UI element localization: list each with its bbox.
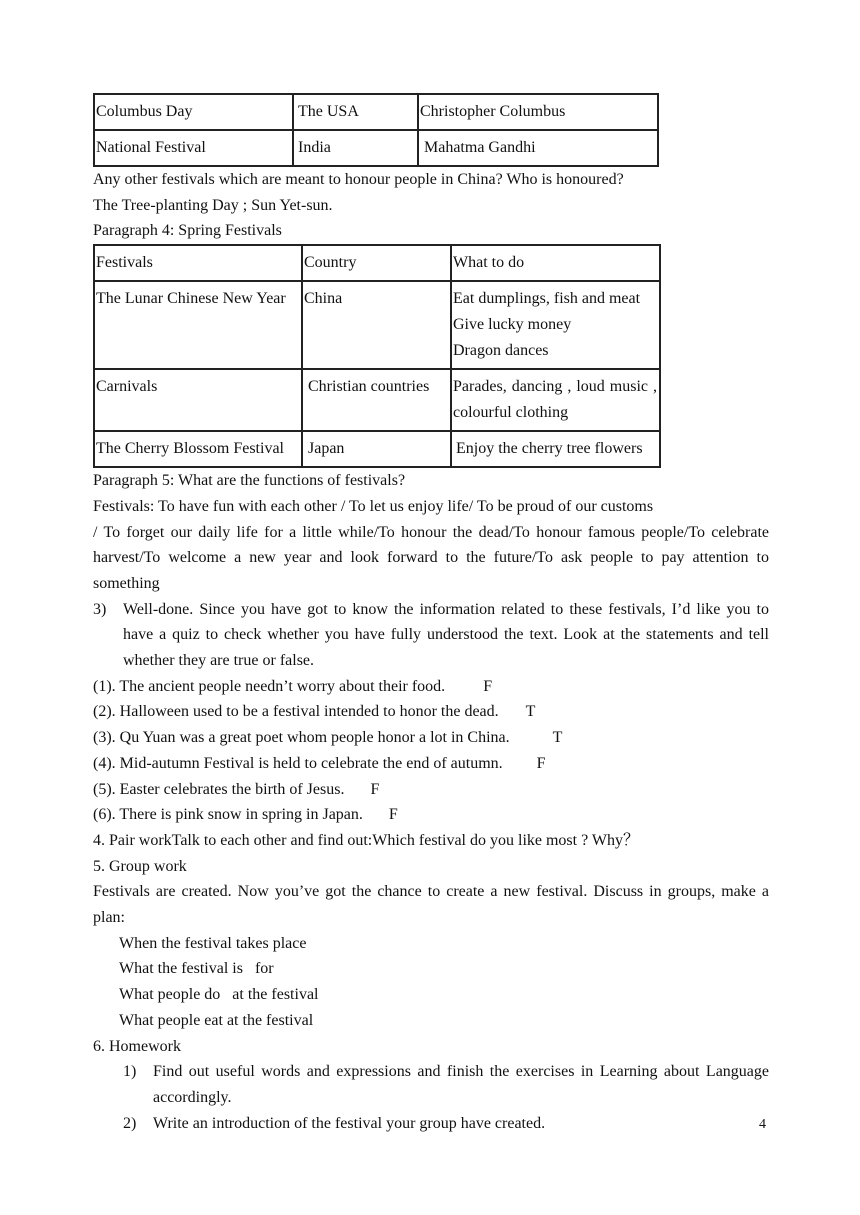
spring-festivals-table <box>93 244 661 468</box>
question-other-festivals: Any other festivals which are meant to honour people in China? Who is honoured? <box>93 171 624 188</box>
quiz-item <box>93 699 769 725</box>
functions-line-1: Festivals: To have fun with each other / To let us enjoy life/ To be proud of our customs <box>93 497 654 515</box>
quiz-item <box>93 802 769 828</box>
table-cell: Christopher Columbus <box>418 94 658 130</box>
plan-list <box>93 931 769 1034</box>
table-cell: Columbus Day <box>94 94 293 130</box>
quiz-answer: F <box>388 806 398 824</box>
table-cell: The Cherry Blossom Festival <box>94 431 302 467</box>
table-cell: Christian countries <box>302 369 451 431</box>
quiz-item <box>93 674 769 700</box>
step-3-text: Well-done. Since you have got to know the information related to these festivals, I’d like you to have a quiz to check whether you have fully understood the text. Look at the statements and tell whether they are true or false. <box>123 600 769 670</box>
plan-item: What the festival is for <box>119 960 274 978</box>
paragraph-4-heading: Paragraph 4: Spring Festivals <box>93 222 282 240</box>
table-cell: China <box>302 281 451 369</box>
table-row <box>94 94 658 130</box>
quiz-question: (3). Qu Yuan was a great poet whom people honor a lot in China. <box>93 729 510 747</box>
table-cell: National Festival <box>94 130 293 166</box>
quiz-question: (2). Halloween used to be a festival intended to honor the dead. <box>93 703 499 721</box>
quiz-item <box>93 777 769 803</box>
table-header-cell: Country <box>302 245 451 281</box>
table-cell: India <box>293 130 418 166</box>
table-cell: Carnivals <box>94 369 302 431</box>
todo-line: Give lucky money <box>453 316 572 334</box>
quiz-question: (4). Mid-autumn Festival is held to celebrate the end of autumn. <box>93 754 503 772</box>
document-body <box>93 93 769 1136</box>
plan-item: When the festival takes place <box>119 934 307 952</box>
pair-work: 4. Pair workTalk to each other and find out:Which festival do you like most ? Why？ <box>93 831 640 849</box>
todo-line: Eat dumplings, fish and meat <box>453 290 641 308</box>
table-header-cell: Festivals <box>94 245 302 281</box>
plan-item: What people eat at the festival <box>119 1011 314 1029</box>
table-cell <box>451 281 660 369</box>
quiz-question: (1). The ancient people needn’t worry about their food. <box>93 677 446 695</box>
honour-festivals-table <box>93 93 659 167</box>
table-cell: Japan <box>302 431 451 467</box>
homework-item <box>93 1111 769 1137</box>
table-cell: Mahatma Gandhi <box>418 130 658 166</box>
quiz-answer: T <box>552 729 563 747</box>
page-number: 4 <box>759 1117 766 1132</box>
quiz-question: (5). Easter celebrates the birth of Jesus. <box>93 780 345 798</box>
quiz-answer: T <box>525 703 536 721</box>
quiz-list <box>93 674 769 828</box>
table-row <box>94 369 660 431</box>
homework-heading: 6. Homework <box>93 1037 181 1055</box>
table-row <box>94 431 660 467</box>
todo-line: Dragon dances <box>453 342 549 360</box>
homework-text: Write an introduction of the festival your group have created. <box>153 1114 546 1132</box>
quiz-answer: F <box>483 677 493 695</box>
quiz-item <box>93 725 769 751</box>
plan-item: What people do at the festival <box>119 986 319 1004</box>
table-cell: The USA <box>293 94 418 130</box>
quiz-answer: F <box>536 754 546 772</box>
step-3 <box>93 597 769 674</box>
quiz-answer: F <box>370 780 380 798</box>
homework-text: Find out useful words and expressions and finish the exercises in Learning about Language accordingly. <box>153 1063 769 1106</box>
paragraph-5-heading: Paragraph 5: What are the functions of festivals? <box>93 472 406 490</box>
functions-line-2: / To forget our daily life for a little while/To honour the dead/To honour famous people/To celebrate harvest/To welcome a new year and look forward to the future/To ask people to pay attention to something <box>93 523 769 592</box>
step-3-number: 3) <box>93 600 107 618</box>
table-row <box>94 281 660 369</box>
group-work-text: Festivals are created. Now you’ve got the chance to create a new festival. Discuss in groups, make a plan: <box>93 883 769 927</box>
table-header-row <box>94 245 660 281</box>
table-row <box>94 130 658 166</box>
group-work-heading: 5. Group work <box>93 857 187 875</box>
answer-other-festivals: The Tree-planting Day ; Sun Yet-sun. <box>93 196 333 214</box>
table-cell: The Lunar Chinese New Year <box>94 281 302 369</box>
table-cell: Parades, dancing , loud music , colourful clothing <box>451 369 660 431</box>
homework-number: 1) <box>123 1063 137 1081</box>
quiz-question: (6). There is pink snow in spring in Japan. <box>93 806 363 824</box>
quiz-item <box>93 751 769 777</box>
homework-item <box>93 1059 769 1110</box>
homework-number: 2) <box>123 1114 137 1132</box>
table-cell: Enjoy the cherry tree flowers <box>451 431 660 467</box>
table-header-cell: What to do <box>451 245 660 281</box>
